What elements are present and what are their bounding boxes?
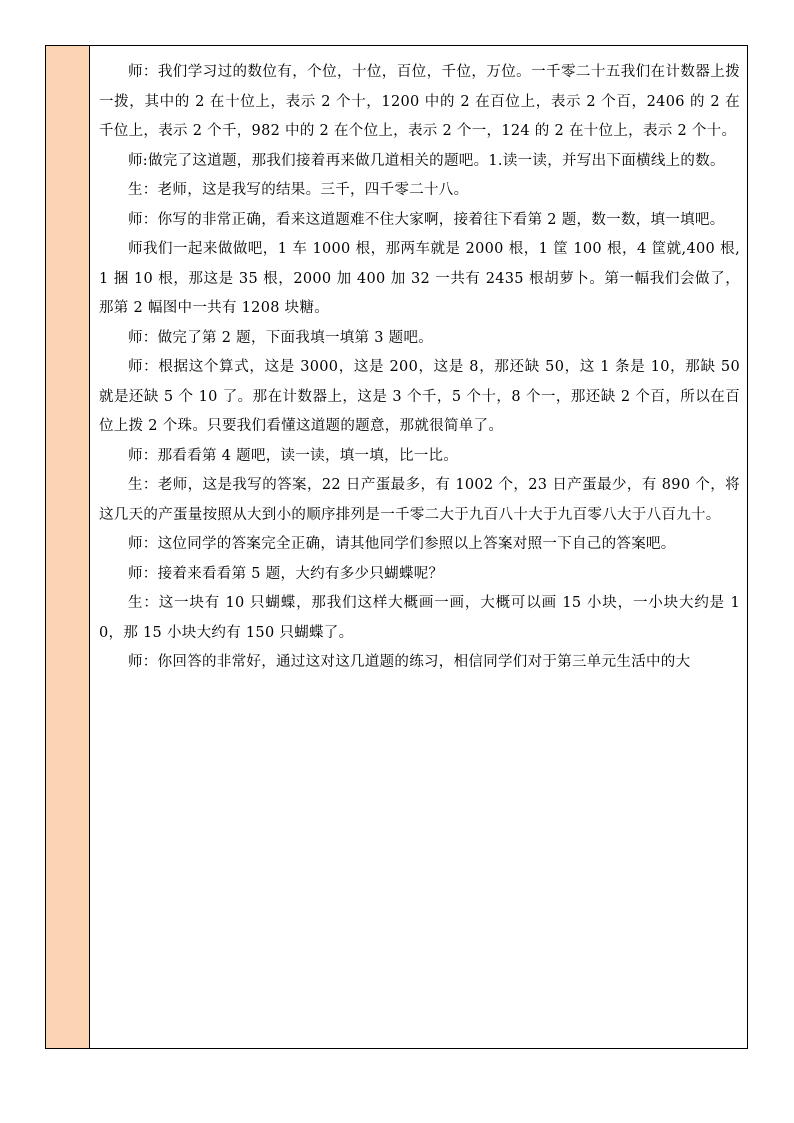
paragraph-4: 师：你写的非常正确，看来这道题难不住大家啊，接着往下看第 2 题，数一数，填一填吧。 xyxy=(128,211,725,228)
paragraph-6: 师：做完了第 2 题，下面我填一填第 3 题吧。 xyxy=(128,329,434,346)
content-cell xyxy=(91,46,747,1048)
paragraph-8: 师：那看看第 4 题吧，读一读，填一填，比一比。 xyxy=(128,447,459,464)
paragraph-3: 生：老师，这是我写的结果。三千，四千零二十八。 xyxy=(128,182,469,198)
paragraph-2: 师:做完了这道题，那我们接着再来做几道相关的题吧。1.读一读，并写出下面横线上的数。 xyxy=(128,152,725,169)
paragraph-1: 师：我们学习过的数位有，个位，十位，百位，千位，万位。一千零二十五我们在计数器上拨一拨，其中的 2 在十位上，表示 2 个十，1200 中的 2 在百位上，表示 2 个百，2406 的 2 在千位上，表示 2 个千，982 中的 2 在个位上，表示 2 个一，124 的 2 在十位上，表示 2 个十。 xyxy=(99,64,740,139)
paragraph-13: 师：你回答的非常好，通过这对这几道题的练习，相信同学们对于第三单元生活中的大 xyxy=(128,654,691,670)
paragraph-7: 师：根据这个算式，这是 3000，这是 200，这是 8，那还缺 50，这 1 条是 10，那缺 50 就是还缺 5 个 10 了。那在计数器上，这是 3 个千，5 个十，8 个一，那还缺 2 个百，所以在百位上拨 2 个珠。只要我们看懂这道题的题意，那就很简单了。 xyxy=(99,359,740,434)
paragraph-10: 师：这位同学的答案完全正确，请其他同学们参照以上答案对照一下自己的答案吧。 xyxy=(128,536,676,552)
paragraph-9: 生：老师，这是我写的答案，22 日产蛋最多，有 1002 个，23 日产蛋最少，有 890 个，将这几天的产蛋量按照从大到小的顺序排列是一千零二大于九百八十大于九百零八大于八百九十。 xyxy=(99,477,740,523)
paragraph-11: 师：接着来看看第 5 题，大约有多少只蝴蝶呢？ xyxy=(128,565,444,582)
side-column-cell xyxy=(46,46,90,1048)
paragraph-5: 师我们一起来做做吧，1 车 1000 根，那两车就是 2000 根，1 筐 100 根，4 筐就,400 根,1 捆 10 根，那这是 35 根，2000 加 400 加 32 一共有 2435 根胡萝卜。第一幅我们会做了，那第 2 幅图中一共有 1208 块糖。 xyxy=(99,241,740,316)
paragraph-12: 生：这一块有 10 只蝴蝶，那我们这样大概画一画，大概可以画 15 小块，一小块大约是 10，那 15 小块大约有 150 只蝴蝶了。 xyxy=(99,595,740,641)
lesson-table xyxy=(45,45,748,1049)
